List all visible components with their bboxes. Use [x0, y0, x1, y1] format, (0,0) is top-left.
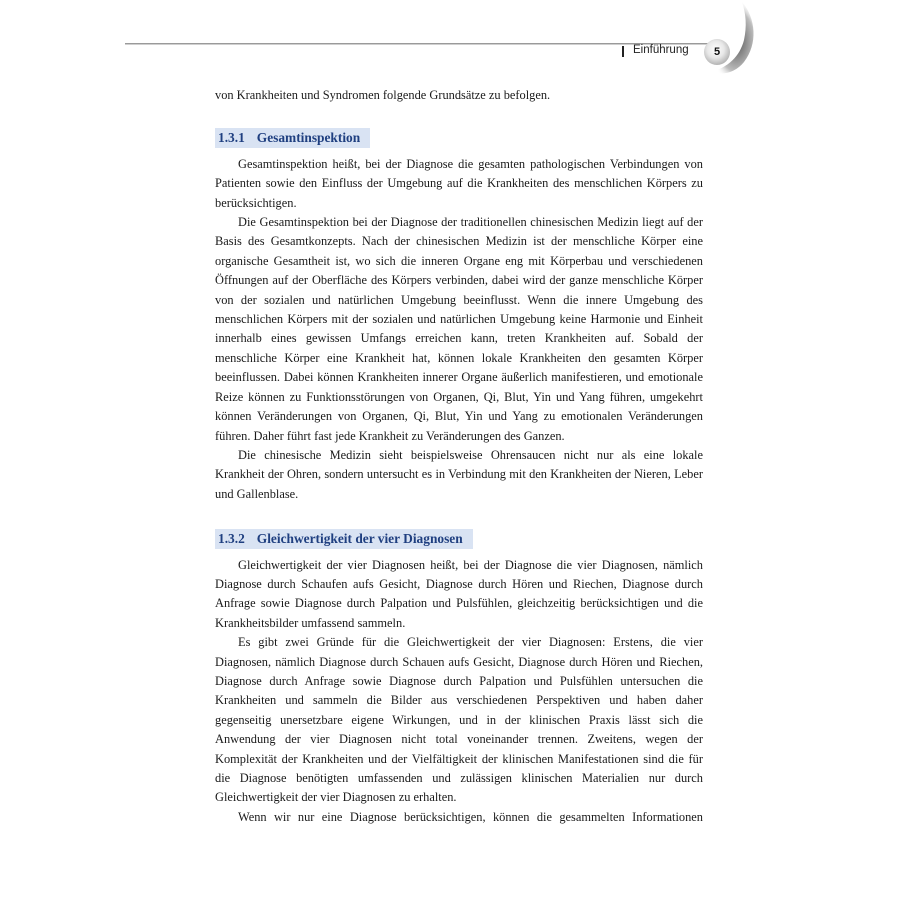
chapter-title: Einführung: [633, 44, 689, 56]
section-title: Gesamtinspektion: [256, 130, 361, 146]
section-title: Gleichwertigkeit der vier Diagnosen: [256, 531, 463, 547]
chapter-marker-bar: [622, 46, 624, 57]
page-number-badge: [704, 39, 730, 65]
section-number: 1.3.2: [218, 531, 245, 547]
intro-line: von Krankheiten und Syndromen folgende Grundsätze zu befolgen.: [215, 88, 551, 102]
body-text: [215, 86, 703, 827]
section-heading-row: [215, 529, 703, 549]
paragraph: Gleichwertigkeit der vier Diagnosen heißt, bei der Diagnose die vier Diagnosen, nämlich Diagnose durch Schaufen aufs Gesicht, Diagnose durch Hören und Riechen, Diagnose durch Anfrage sowie Diagnose durch Palpation und Pulsfühlen, gleichzeitig berücksichtigen und die Krankheitsbilder umfassend sammeln.: [215, 557, 703, 630]
section-number: 1.3.1: [218, 130, 245, 146]
paragraph: Die Gesamtinspektion bei der Diagnose der traditionellen chinesischen Medizin liegt auf der Basis des Gesamtkonzepts. Nach der chinesischen Medizin ist der menschliche Körper eine organische Gesamtheit ist, wo sich die inneren Organe eng mit Körperbau und verschiedenen Öffnungen auf der Oberfläche des Körpers verbinden, dabei wird der ganze menschliche Körper von der sozialen und natürlichen Umgebung beeinflusst. Wenn die innere Umgebung des menschlichen Körpers mit der sozialen und natürlichen Umgebung keine Harmonie und Einheit innerhalb eines gewissen Umfangs erreichen kann, treten Krankheiten auf. Sobald der menschliche Körper eine Krankheit hat, können lokale Krankheiten den gesamten Körper beeinflussen. Dabei können Krankheiten innerer Organe äußerlich manifestieren, und emotionale Reize können zu Funktionsstörungen von Organen, Qi, Blut, Yin und Yang führen, umgekehrt können Veränderungen von Organen, Qi, Blut, Yin und Yang zu emotionalen Veränderungen führen. Daher führt fast jede Krankheit zu Veränderungen des Ganzen.: [215, 215, 703, 443]
paragraph: Gesamtinspektion heißt, bei der Diagnose die gesamten pathologischen Verbindungen von Patienten sowie den Einfluss der Umgebung auf die Krankheiten des menschlichen Körpers zu berücksichtigen.: [215, 156, 703, 210]
paragraph: Wenn wir nur eine Diagnose berücksichtigen, können die gesammelten Informationen: [238, 809, 703, 824]
page-corner-swoosh-icon: [690, 0, 760, 80]
paragraph: Es gibt zwei Gründe für die Gleichwertigkeit der vier Diagnosen: Erstens, die vier Diagnosen, nämlich Diagnose durch Schauen aufs Gesicht, Diagnose durch Hören und Riechen, Diagnose durch Anfrage sowie Diagnose durch Palpation und Pulsfühlen untersuchen die Krankheiten und sammeln die Bilder aus verschiedenen Perspektiven und haben daher gegenseitig unersetzbare eigene Wirkungen, und in der klinischen Praxis lässt sich die Anwendung der vier Diagnosen nicht total voneinander trennen. Zweitens, wegen der Komplexität der Krankheiten und der Vielfältigkeit der klinischen Manifestationen sind die für die Diagnose benötigten umfassenden und zulässigen klinischen Materialien nur durch Gleichwertigkeit der vier Diagnosen zu erhalten.: [215, 635, 703, 805]
header-rule: [125, 43, 708, 45]
page-number: 5: [713, 45, 721, 58]
section-heading: [215, 529, 473, 549]
paragraph: Die chinesische Medizin sieht beispielsweise Ohrensaucen nicht nur als eine lokale Krankheit der Ohren, sondern untersucht es in Verbindung mit den Krankheiten der Nieren, Leber und Gallenblase.: [215, 447, 703, 501]
section-heading: [215, 128, 370, 148]
section-heading-row: [215, 128, 703, 148]
